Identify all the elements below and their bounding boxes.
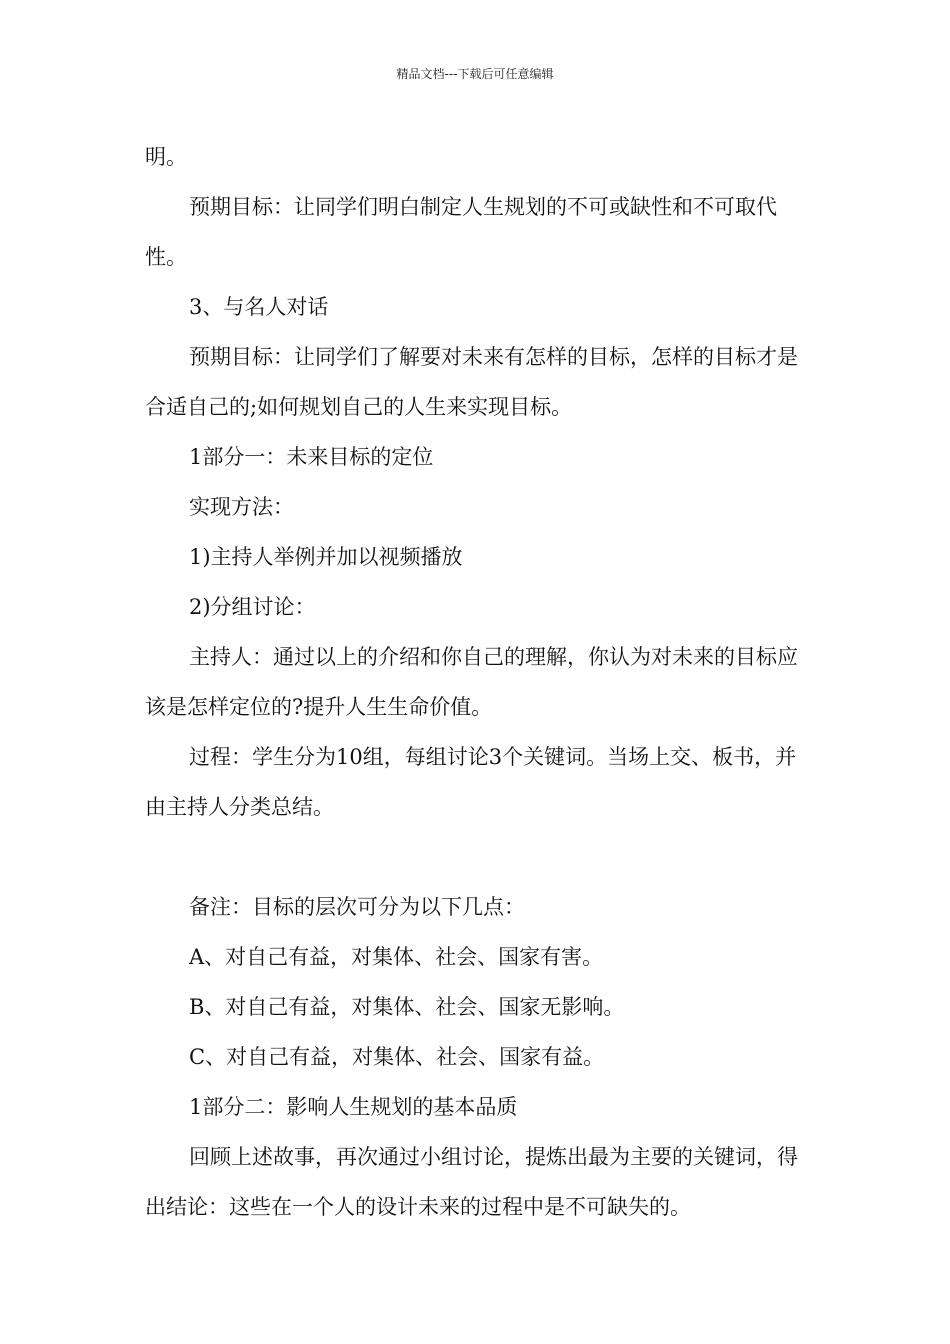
paragraph-continuation: 明。 — [145, 145, 187, 169]
blank-line — [145, 832, 810, 882]
method-item-1: 1)主持人举例并加以视频播放 — [189, 545, 463, 569]
document-body — [145, 132, 810, 1232]
method-label: 实现方法： — [189, 495, 294, 519]
section-heading-dialogue: 3、与名人对话 — [189, 295, 329, 319]
paragraph-host: 主持人：通过以上的介绍和你自己的理解，你认为对未来的目标应该是怎样定位的?提升人生生命价值。 — [145, 645, 798, 719]
part-one-heading: 1部分一：未来目标的定位 — [189, 445, 434, 469]
method-item-2: 2)分组讨论： — [189, 595, 316, 619]
note-item-c: C、对自己有益，对集体、社会、国家有益。 — [189, 1045, 605, 1069]
paragraph-review: 回顾上述故事，再次通过小组讨论，提炼出最为主要的关键词，得出结论：这些在一个人的设计未来的过程中是不可缺失的。 — [145, 1145, 798, 1219]
page-header: 精品文档---下载后可任意编辑 — [396, 67, 554, 81]
note-item-a: A、对自己有益，对集体、社会、国家有害。 — [189, 945, 604, 969]
note-item-b: B、对自己有益，对集体、社会、国家无影响。 — [189, 995, 625, 1019]
paragraph-expected-goal-1: 预期目标：让同学们明白制定人生规划的不可或缺性和不可取代性。 — [145, 195, 777, 269]
paragraph-process: 过程：学生分为10组，每组讨论3个关键词。当场上交、板书，并由主持人分类总结。 — [145, 745, 797, 819]
paragraph-expected-goal-2: 预期目标：让同学们了解要对未来有怎样的目标，怎样的目标才是合适自己的;如何规划自己的人生来实现目标。 — [145, 345, 798, 419]
note-heading: 备注：目标的层次可分为以下几点： — [189, 895, 525, 919]
part-two-heading: 1部分二：影响人生规划的基本品质 — [189, 1095, 518, 1119]
